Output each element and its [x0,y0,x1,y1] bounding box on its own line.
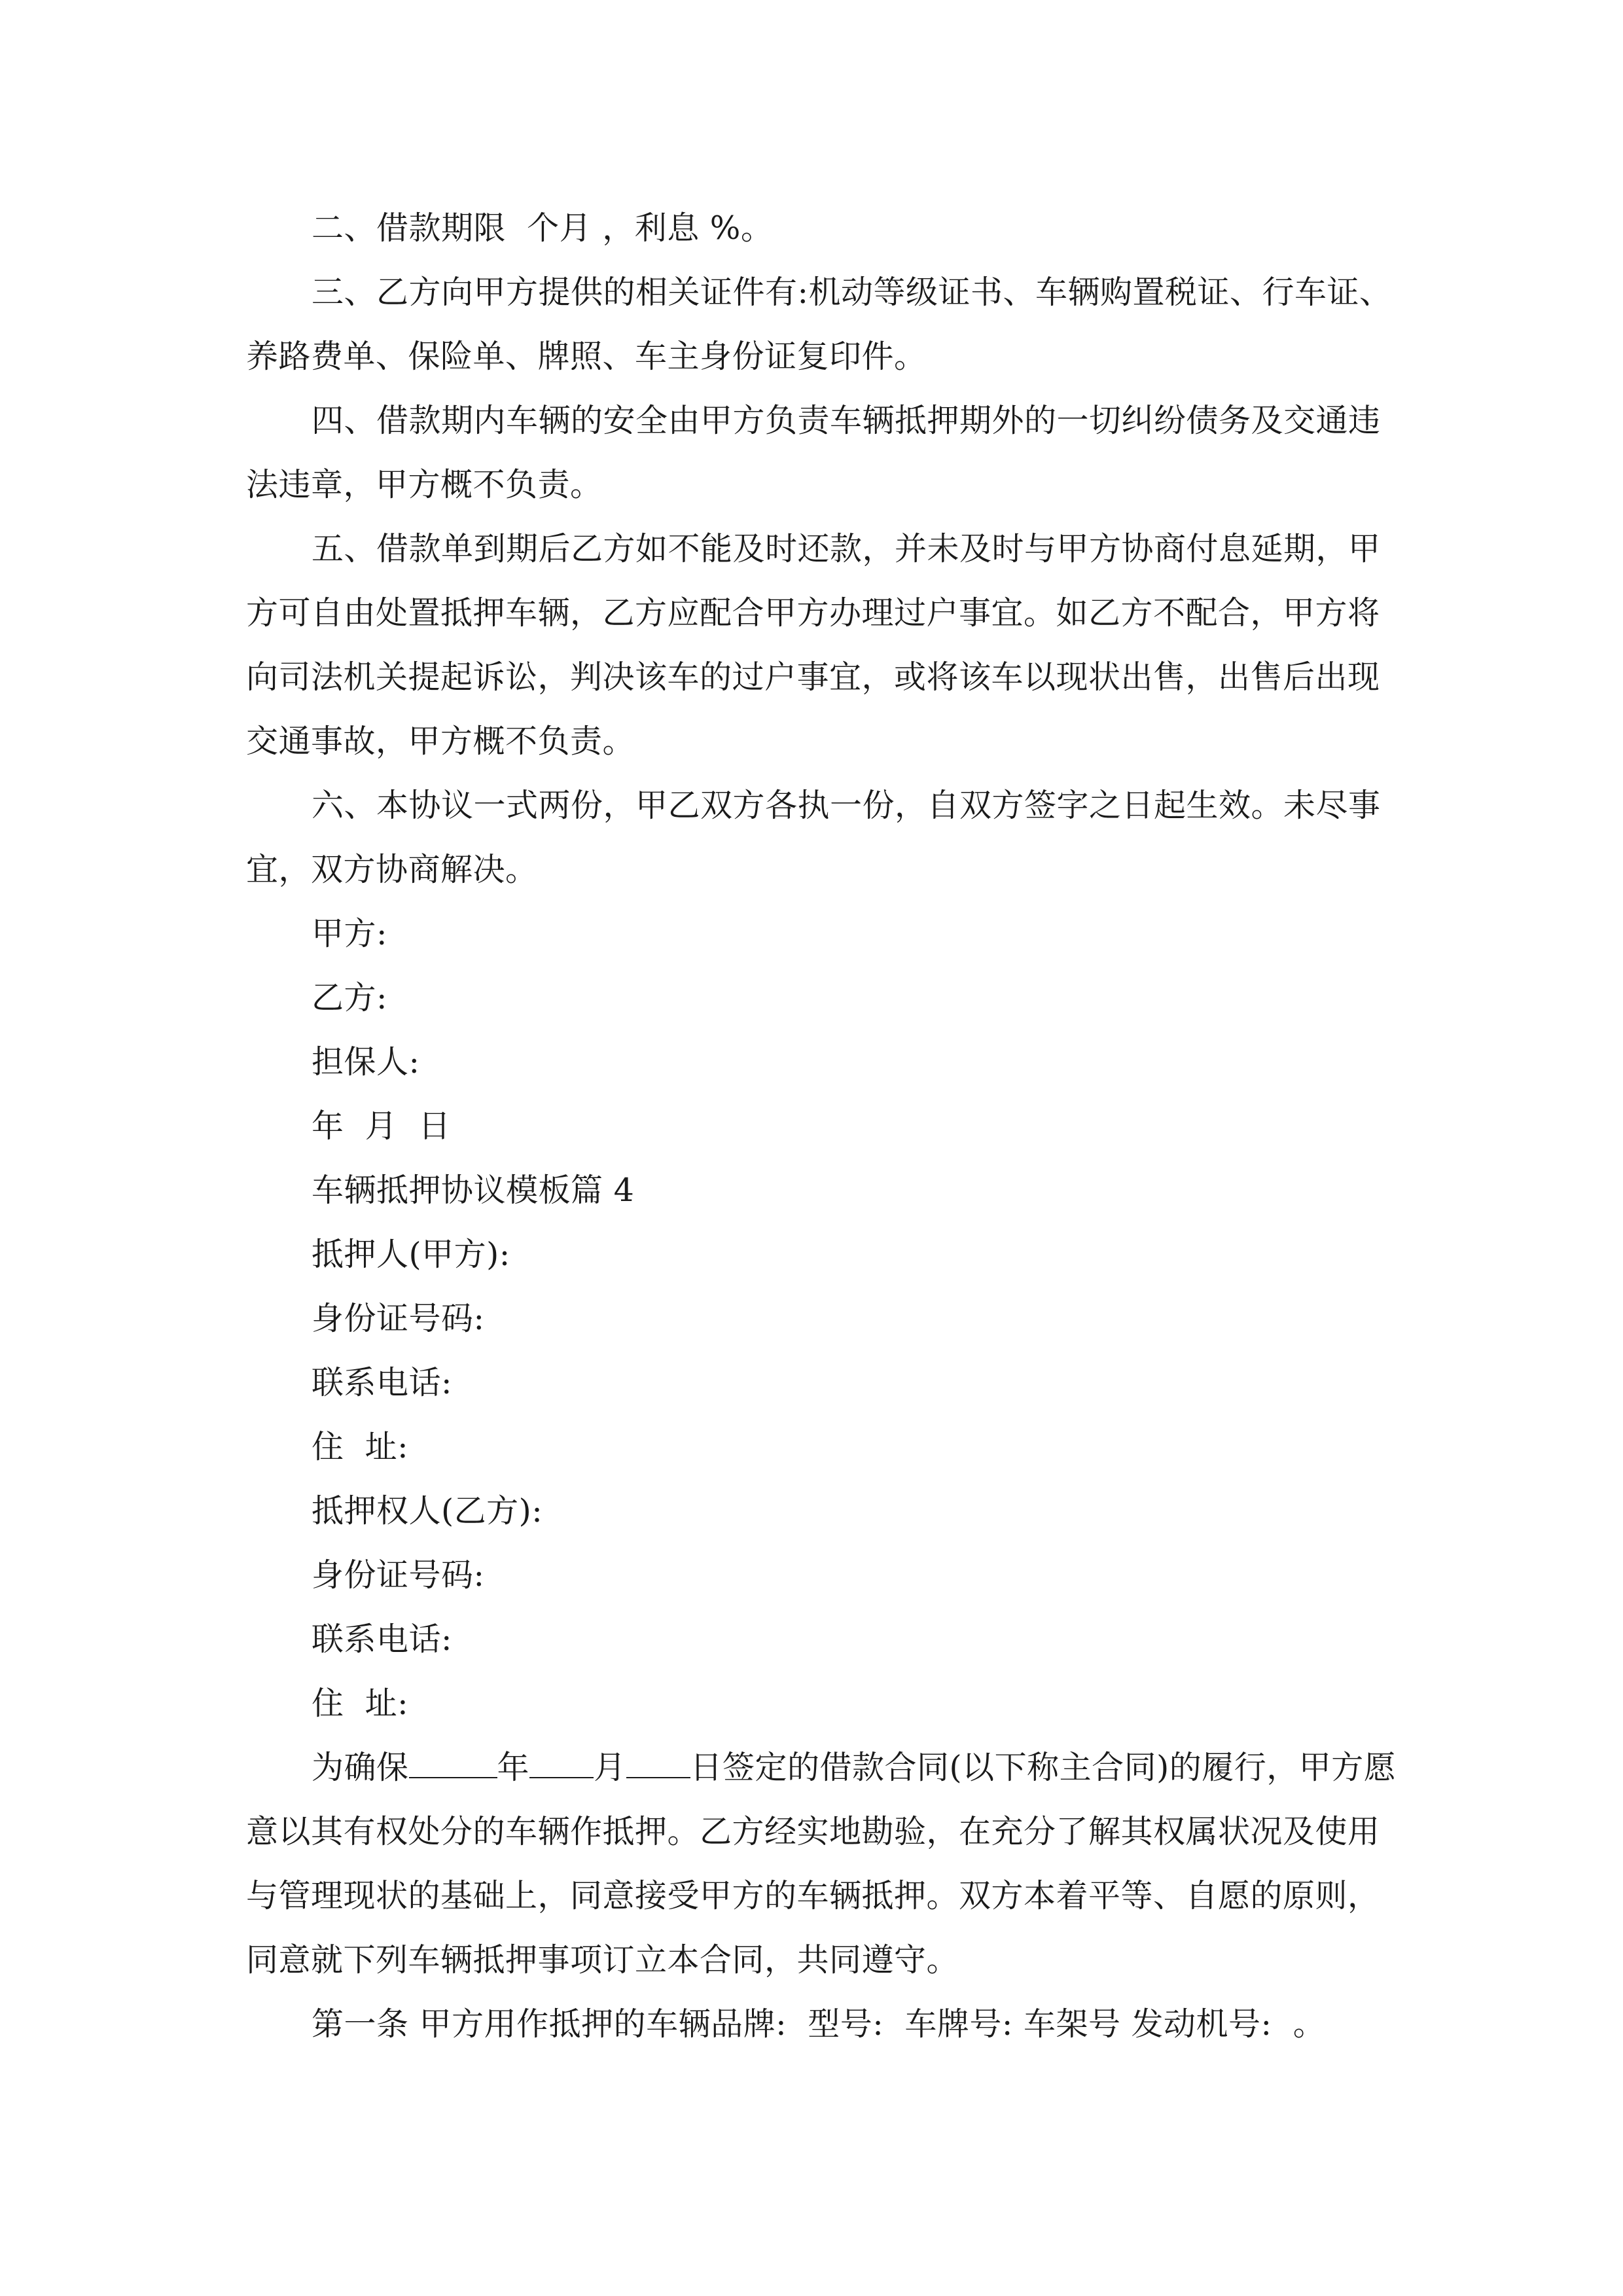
signature-date: 年 月 日 [312,1107,451,1145]
mortgagee-phone: 联系电话: [312,1621,453,1658]
preamble-part1: 为确保 [312,1749,409,1786]
blank-month [529,1743,594,1778]
mortgagor-phone: 联系电话: [312,1364,453,1401]
clause-6: 六、本协议一式两份，甲乙双方各执一份，自双方签字之日起生效。未尽事宜，双方协商解决。 [246,787,1381,888]
mortgagor-label: 抵押人(甲方): [312,1236,510,1273]
mortgagee-label: 抵押权人(乙方): [312,1492,543,1530]
section-title: 车辆抵押协议模板篇 4 [312,1172,635,1209]
preamble-paragraph [246,1736,1398,1992]
clause-5: 五、借款单到期后乙方如不能及时还款，并未及时与甲方协商付息延期，甲方可自由处置抵押车辆，乙方应配合甲方办理过户事宜。如乙方不配合，甲方将向司法机关提起诉讼，判决该车的过户事宜，或将该车以现状出售，出售后出现交通事故，甲方概不负责。 [246,530,1381,760]
blank-year [409,1743,497,1778]
clause-3: 三、乙方向甲方提供的相关证件有:机动等级证书、车辆购置税证、行车证、养路费单、保险单、牌照、车主身份证复印件。 [246,274,1392,375]
signature-party-b: 乙方: [312,979,388,1016]
preamble-part2: 日签定的借款合同(以下称主合同)的履行，甲方愿意以其有权处分的车辆作抵押。乙方经实地勘验，在充分了解其权属状况及使用与管理现状的基础上，同意接受甲方的车辆抵押。双方本着平等、自愿的原则，同意就下列车辆抵押事项订立本合同，共同遵守。 [246,1749,1397,1979]
clause-4: 四、借款期内车辆的安全由甲方负责车辆抵押期外的一切纠纷债务及交通违法违章，甲方概不负责。 [246,402,1381,503]
preamble-month: 月 [594,1749,626,1786]
document-body [246,196,1398,2056]
article-1: 第一条 甲方用作抵押的车辆品牌: 型号: 车牌号: 车架号 发动机号: 。 [312,2005,1326,2043]
clause-2: 二、借款期限 个月 ，利息 %。 [312,209,774,247]
blank-day [626,1743,690,1778]
mortgagor-address: 住 址: [312,1428,409,1465]
mortgagor-id: 身份证号码: [312,1300,485,1337]
signature-guarantor: 担保人: [312,1043,420,1081]
preamble-year: 年 [497,1749,530,1786]
mortgagee-id: 身份证号码: [312,1556,485,1594]
mortgagee-address: 住 址: [312,1685,409,1722]
signature-party-a: 甲方: [312,915,388,952]
